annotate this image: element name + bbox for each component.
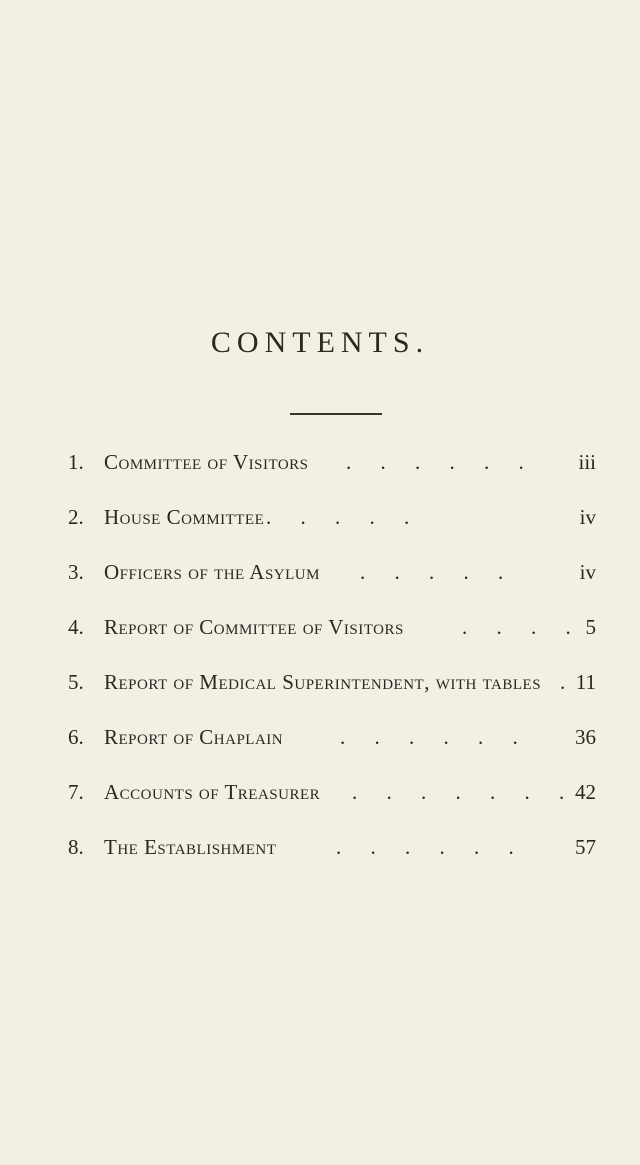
toc-page: iv bbox=[579, 560, 596, 584]
toc-row bbox=[0, 615, 640, 647]
toc-row bbox=[0, 725, 640, 757]
toc-number: 6. bbox=[68, 725, 84, 749]
toc-title: Report of Committee of Visitors bbox=[104, 615, 404, 639]
toc-number: 4. bbox=[68, 615, 84, 639]
toc-leader: . . . . . . bbox=[340, 725, 530, 749]
toc-number: 1. bbox=[68, 450, 84, 474]
toc-row bbox=[0, 670, 640, 702]
page-title: CONTENTS. bbox=[210, 326, 430, 359]
toc-leader: . . . . . . bbox=[346, 450, 536, 474]
toc-number: 5. bbox=[68, 670, 84, 694]
toc-leader: . . . . . . bbox=[336, 835, 526, 859]
toc-title: House Committee bbox=[104, 505, 265, 529]
toc-title: Accounts of Treasurer bbox=[104, 780, 321, 804]
toc-leader: . . . . . bbox=[360, 560, 516, 584]
toc-leader: . . . . . bbox=[266, 505, 422, 529]
toc-title: Officers of the Asylum bbox=[104, 560, 320, 584]
toc-leader: . bbox=[560, 670, 578, 694]
toc-leader: . . . . . . . bbox=[352, 780, 577, 804]
toc-title: Committee of Visitors bbox=[104, 450, 309, 474]
toc-row bbox=[0, 450, 640, 482]
toc-row bbox=[0, 780, 640, 812]
toc-number: 3. bbox=[68, 560, 84, 584]
toc-leader: . . . . bbox=[462, 615, 583, 639]
toc-page: 11 bbox=[575, 670, 596, 694]
toc-title: The Establishment bbox=[104, 835, 277, 859]
toc-title: Report of Medical Superintendent, with tables bbox=[104, 670, 542, 694]
toc-row bbox=[0, 835, 640, 867]
title-rule bbox=[290, 413, 382, 415]
toc-page: 42 bbox=[575, 780, 596, 804]
toc-title: Report of Chaplain bbox=[104, 725, 284, 749]
toc-page: 36 bbox=[575, 725, 596, 749]
toc-page: 5 bbox=[585, 615, 596, 639]
toc-number: 7. bbox=[68, 780, 84, 804]
toc-number: 2. bbox=[68, 505, 84, 529]
toc-page: iii bbox=[578, 450, 596, 474]
toc-row bbox=[0, 505, 640, 537]
toc-page: 57 bbox=[575, 835, 596, 859]
toc-page: iv bbox=[579, 505, 596, 529]
toc-row bbox=[0, 560, 640, 592]
toc-number: 8. bbox=[68, 835, 84, 859]
